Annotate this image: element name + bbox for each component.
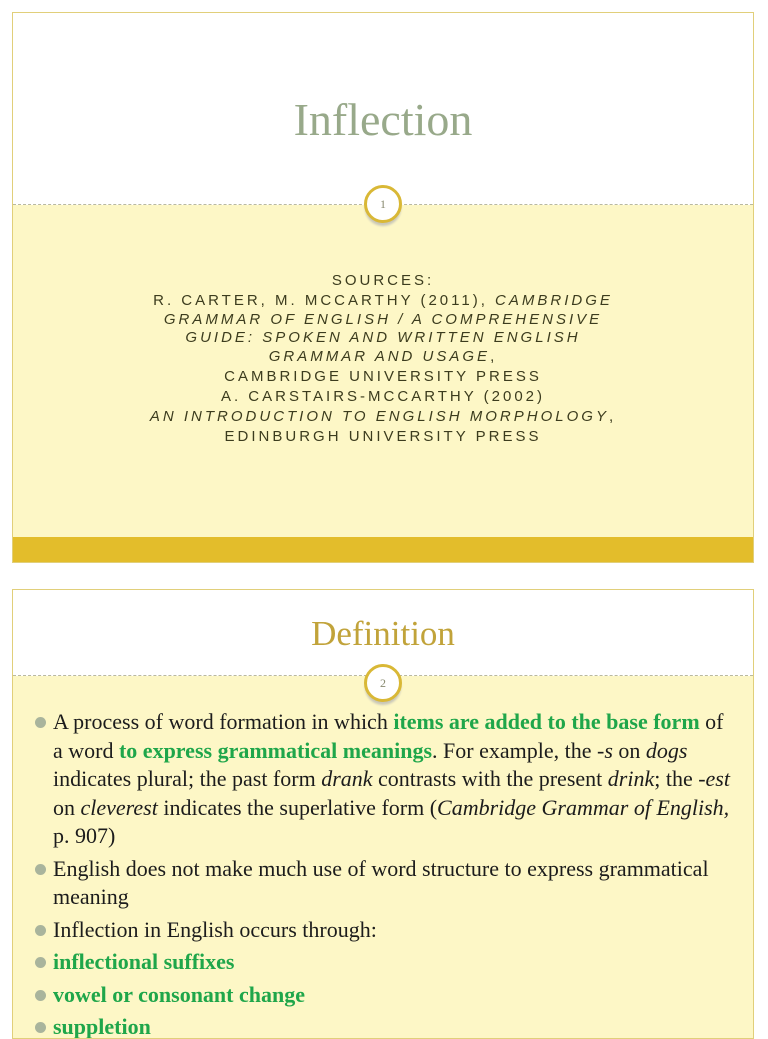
italic-text: drink [607,766,655,791]
ref2-title-end: , [608,408,617,425]
list-item [35,708,735,851]
slide-title: Definition [311,614,455,653]
bullet-dot-icon [35,957,46,968]
text: indicates the superlative form ( [157,794,438,820]
italic-text: dogs [645,737,688,763]
slide-number-badge: 2 [364,664,402,702]
text: Inflection in English occurs through: [53,916,377,942]
highlight-text: inflectional suffixes [53,949,235,974]
italic-text: cleverest [80,794,158,820]
text: . For example, the - [432,737,605,763]
title-area [13,13,753,205]
italic-text: drank [321,766,373,791]
text: on [53,794,81,820]
bullet-dot-icon [35,864,46,875]
ref1-authors: R. CARTER, M. MCCARTHY (2011), [153,292,496,309]
highlight-text: suppletion [53,1014,151,1039]
ref1-title: CAMBRIDGE [495,292,613,309]
ref1-title-end: , [490,348,498,365]
text: p. 907) [53,823,116,848]
list-item [35,855,735,912]
list-item [35,948,735,977]
list-item [35,1013,735,1039]
ref2-authors: A. CARSTAIRS-MCCARTHY (2002) [220,388,546,405]
text: ; the - [654,766,706,791]
text: of a word [53,709,724,763]
text: contrasts with the present [372,766,608,791]
ref1-title-cont-2: GUIDE: SPOKEN AND WRITTEN ENGLISH [185,329,581,346]
highlight-text: to express grammatical meanings [118,737,433,763]
sources-heading: SOURCES: [331,272,435,289]
text: on [612,737,646,763]
bullet-dot-icon [35,990,46,1001]
slide-title: Inflection [293,94,473,145]
text: A process of word formation in which [53,709,394,734]
ref2-title-line [43,407,723,427]
italic-text: est [705,766,730,791]
sources-block [43,271,723,447]
ref2-publisher: EDINBURGH UNIVERSITY PRESS [224,428,542,445]
bullet-list [35,708,735,1039]
highlight-text: items are added to the base form [393,709,700,734]
text: English does not make much use of word structure to express grammatical meaning [53,855,709,909]
ref2-title: AN INTRODUCTION TO ENGLISH MORPHOLOGY [149,408,609,425]
slide-1 [12,12,754,563]
accent-bar [13,537,753,562]
text: indicates plural; the past form [53,766,322,791]
bullet-dot-icon [35,925,46,936]
italic-text: s [604,737,613,763]
ref1-title-cont-1: GRAMMAR OF ENGLISH / A COMPREHENSIVE [163,311,603,328]
slide-number-badge: 1 [364,185,402,223]
slide-2 [12,589,754,1039]
ref1-title-cont-3-line [43,347,723,367]
list-item [35,916,735,945]
highlight-text: vowel or consonant change [53,981,305,1007]
list-item [35,981,735,1010]
italic-text: Cambridge Grammar of English, [437,794,730,820]
reference-1-line-1 [43,291,723,311]
bullet-dot-icon [35,717,46,728]
ref1-publisher: CAMBRIDGE UNIVERSITY PRESS [224,368,542,385]
ref1-title-cont-3: GRAMMAR AND USAGE [268,348,491,365]
